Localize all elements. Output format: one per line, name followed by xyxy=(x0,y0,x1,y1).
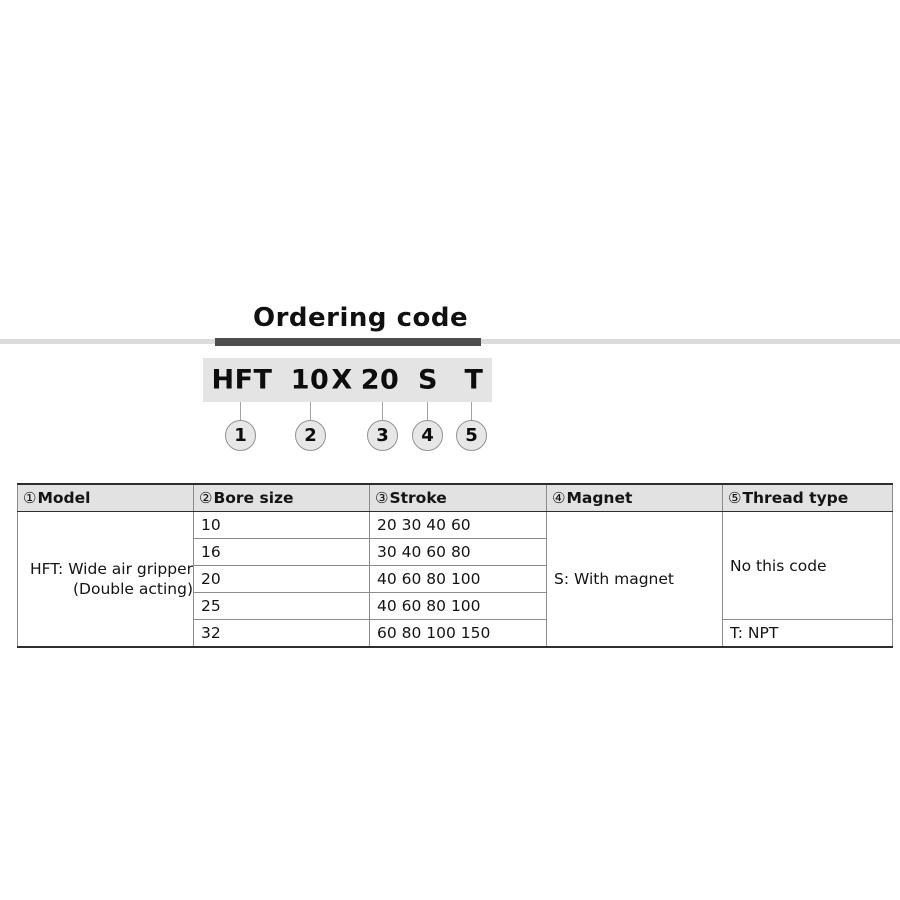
leader-line-5 xyxy=(471,402,472,421)
callout-circle-2: 2 xyxy=(295,420,326,451)
table-header-row xyxy=(18,484,893,512)
stroke-cell: 60 80 100 150 xyxy=(370,620,547,648)
circled-4-icon: ④ xyxy=(552,489,566,507)
magnet-cell: S: With magnet xyxy=(547,512,723,648)
code-segment-stroke: 20 xyxy=(360,364,400,396)
section-rule-dark xyxy=(215,338,481,346)
code-segment-model: HFT xyxy=(211,364,273,396)
model-line2: (Double acting) xyxy=(72,580,193,598)
callout-circle-4: 4 xyxy=(412,420,443,451)
stroke-cell: 30 40 60 80 xyxy=(370,539,547,566)
ordering-code-box xyxy=(203,358,492,402)
circled-5-icon: ⑤ xyxy=(728,489,742,507)
code-segment-x: X xyxy=(331,364,353,396)
code-segment-magnet: S xyxy=(418,364,438,396)
header-thread-type: ⑤Thread type xyxy=(723,484,893,512)
leader-line-4 xyxy=(427,402,428,421)
callout-circle-3: 3 xyxy=(367,420,398,451)
bore-cell: 20 xyxy=(194,566,370,593)
leader-line-3 xyxy=(382,402,383,421)
bore-cell: 10 xyxy=(194,512,370,539)
circled-3-icon: ③ xyxy=(375,489,389,507)
stroke-cell: 40 60 80 100 xyxy=(370,593,547,620)
stroke-cell: 40 60 80 100 xyxy=(370,566,547,593)
thread-no-code-cell: No this code xyxy=(723,512,893,620)
header-model: ①Model xyxy=(18,484,194,512)
leader-line-2 xyxy=(310,402,311,421)
stroke-cell: 20 30 40 60 xyxy=(370,512,547,539)
header-bore-size: ②Bore size xyxy=(194,484,370,512)
callout-circle-1: 1 xyxy=(225,420,256,451)
circled-2-icon: ② xyxy=(199,489,213,507)
code-segment-bore: 10 xyxy=(290,364,330,396)
model-cell xyxy=(18,512,194,648)
callout-circle-5: 5 xyxy=(456,420,487,451)
model-line1: HFT: Wide air gripper xyxy=(29,560,193,578)
code-segment-thread: T xyxy=(464,364,484,396)
table-row xyxy=(18,512,893,539)
ordering-code-table xyxy=(17,483,893,648)
section-title: Ordering code xyxy=(253,303,469,333)
header-stroke: ③Stroke xyxy=(370,484,547,512)
bore-cell: 25 xyxy=(194,593,370,620)
bore-cell: 32 xyxy=(194,620,370,648)
thread-npt-cell: T: NPT xyxy=(723,620,893,648)
header-magnet: ④Magnet xyxy=(547,484,723,512)
leader-line-1 xyxy=(240,402,241,421)
circled-1-icon: ① xyxy=(23,489,37,507)
bore-cell: 16 xyxy=(194,539,370,566)
